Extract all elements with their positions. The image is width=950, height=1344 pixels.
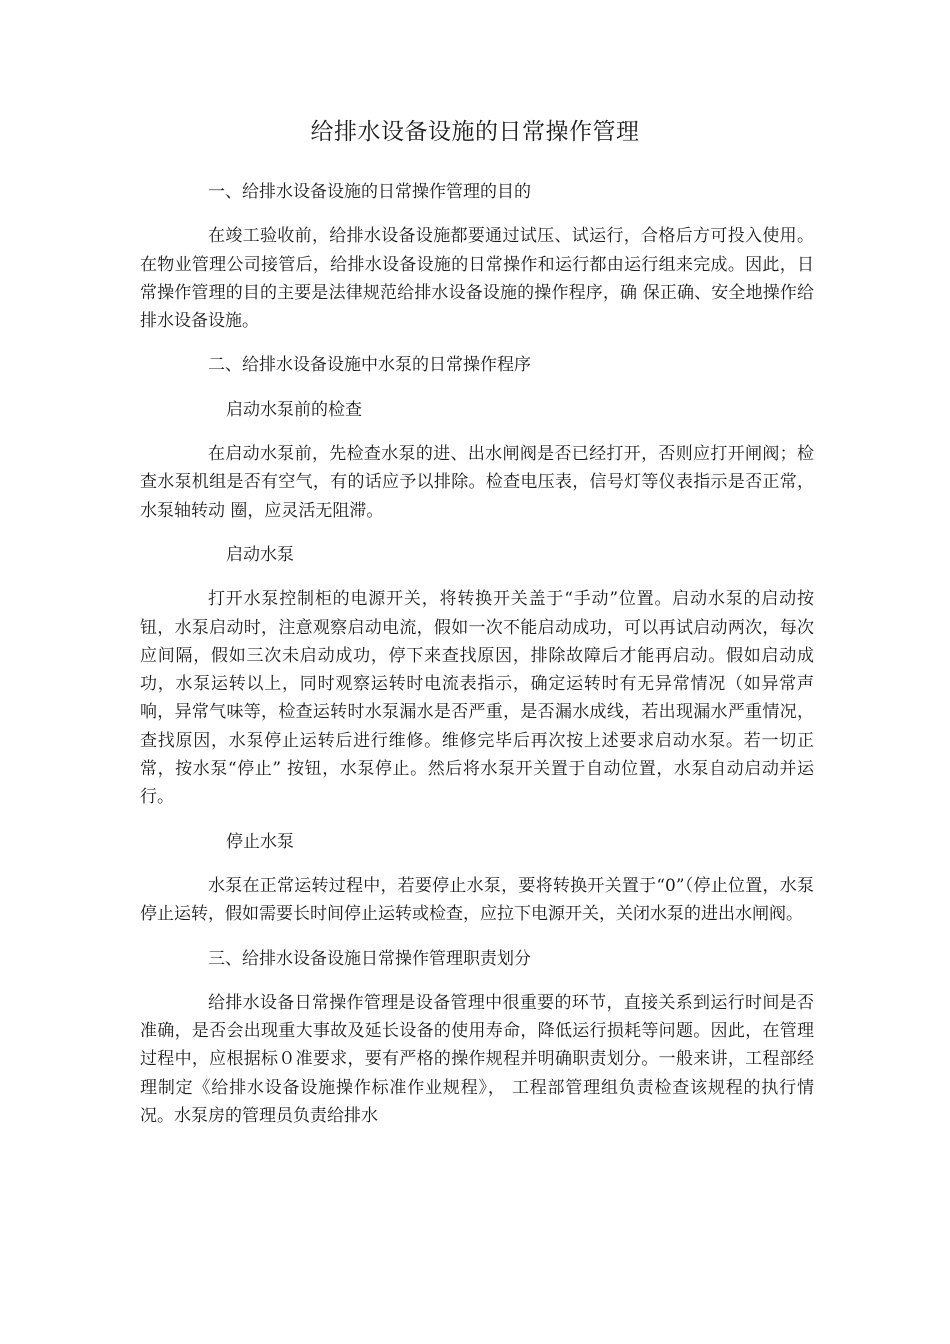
section-heading-pump-procedure: 二、给排水设备设施中水泵的日常操作程序 bbox=[208, 355, 531, 376]
paragraph-stop-pump: 水泵在正常运转过程中，若要停止水泵，要将转换开关置于“0”（停止位置，水泵停止运转，假如需要长时间停止运转或检查，应拉下电源开关，关闭水泵的进出水闸阀。 bbox=[140, 875, 814, 925]
document-title: 给排水设备设施的日常操作管理 bbox=[310, 119, 640, 145]
subheading-stop-pump: 停止水泵 bbox=[226, 831, 294, 852]
paragraph-responsibilities: 给排水设备日常操作管理是设备管理中很重要的环节，直接关系到运行时间是否准确，是否会出现重大事故及延长设备的使用寿命，降低运行损耗等问题。因此，在管理过程中，应根据标０准要求，要有严格的操作规程并明确职责划分。一般来讲，工程部经理制定《给排水设备设施操作标准作业规程》， 工程部管理组负责检查该规程的执行情况。水泵房的管理员负责给排水 bbox=[140, 992, 814, 1127]
section-heading-responsibilities: 三、给排水设备设施日常操作管理职责划分 bbox=[208, 948, 531, 969]
document-body bbox=[140, 178, 814, 1146]
section-heading-purpose: 一、给排水设备设施的日常操作管理的目的 bbox=[208, 182, 531, 202]
subheading-start-pump: 启动水泵 bbox=[226, 544, 294, 565]
paragraph-purpose: 在竣工验收前，给排水设备设施都要通过试压、试运行，合格后方可投入使用。在物业管理公司接管后，给排水设备设施的日常操作和运行都由运行组来完成。因此，日常操作管理的目的主要是法律规范给排水设备设施的操作程序，确 保正确、安全地操作给排水设备设施。 bbox=[140, 226, 814, 332]
subheading-pre-start-check: 启动水泵前的检查 bbox=[226, 399, 362, 420]
paragraph-pre-start-check: 在启动水泵前，先检查水泵的进、出水闸阀是否已经打开，否则应打开闸阀；检查水泵机组是否有空气，有的话应予以排除。检查电压表，信号灯等仪表指示是否正常，水泵轴转动 圈，应灵活无阻滞。 bbox=[140, 444, 814, 521]
paragraph-start-pump: 打开水泵控制柜的电源开关，将转换开关盖于“手动”位置。启动水泵的启动按钮，水泵启动时，注意观察启动电流，假如一次不能启动成功，可以再试启动两次，每次应间隔，假如三次未启动成功，停下来查找原因，排除故障后才能再启动。假如启动成功，水泵运转以上，同时观察运转时电流表指示，确定运转时有无异常情况（如异常声响，异常气味等，检查运转时水泵漏水是否严重，是否漏水成线，若出现漏水严重情况，查找原因，水泵停止运转后进行维修。维修完毕后再次按上述要求启动水泵。若一切正常，按水泵“停止” 按钮，水泵停止。然后将水泵开关置于自动位置，水泵自动启动并运行。 bbox=[140, 589, 814, 808]
